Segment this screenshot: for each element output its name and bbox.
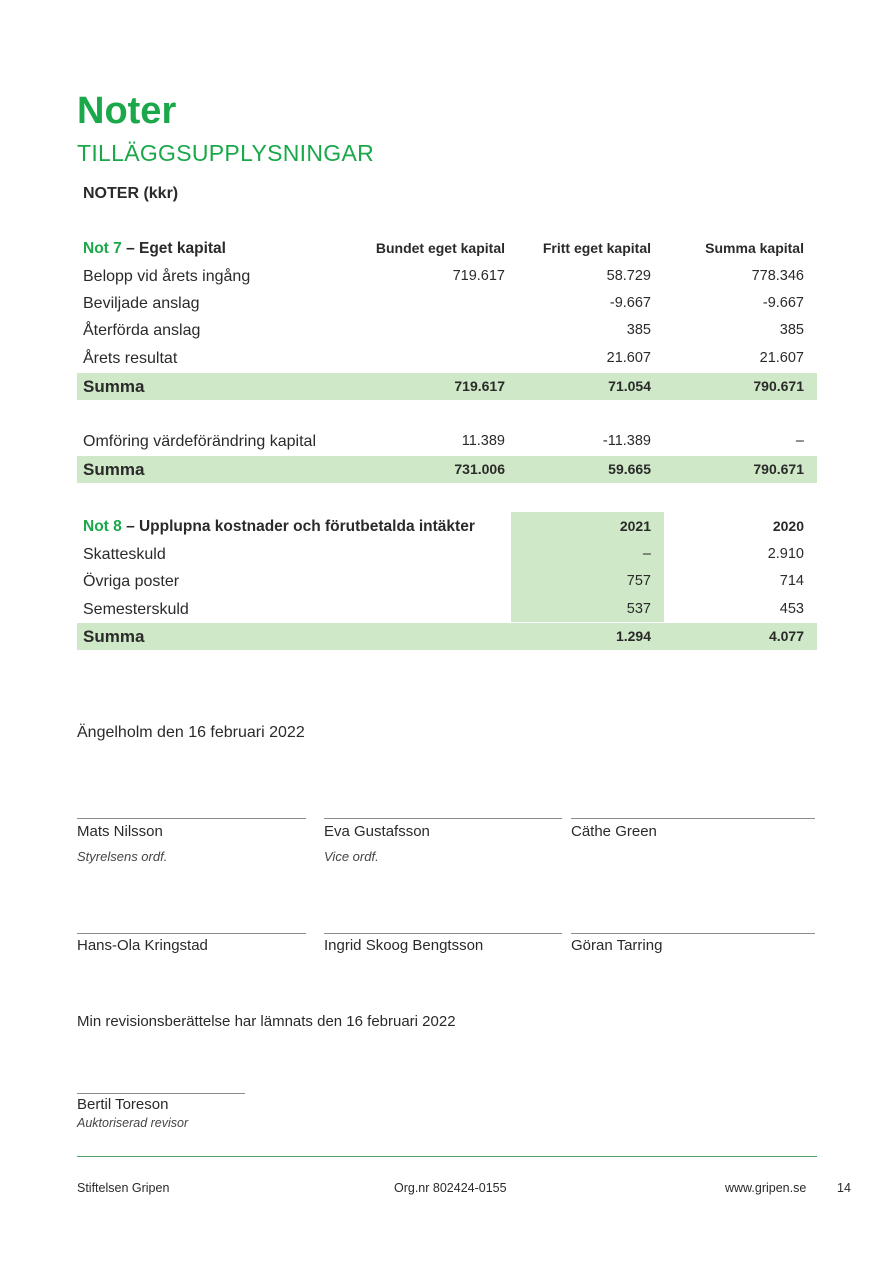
table-row bbox=[77, 596, 817, 623]
signature-line bbox=[571, 818, 815, 819]
sum-value-bundet: 719.617 bbox=[454, 378, 505, 394]
signature-line bbox=[571, 933, 815, 934]
signatory-role: Styrelsens ordf. bbox=[77, 849, 168, 864]
row-label: Skatteskuld bbox=[83, 546, 166, 563]
row-label: Omföring värdeförändring kapital bbox=[83, 433, 317, 450]
auditor-name: Bertil Toreson bbox=[77, 1096, 169, 1113]
note8-title-text: – Upplupna kostnader och förutbetalda intäkter bbox=[126, 518, 475, 535]
footer-website[interactable]: www.gripen.se bbox=[725, 1181, 807, 1195]
sum-label: Summa bbox=[83, 627, 145, 646]
signatory-name: Eva Gustafsson bbox=[324, 823, 430, 840]
signature-line bbox=[324, 818, 562, 819]
signatory-name: Göran Tarring bbox=[571, 937, 663, 954]
sum-row bbox=[77, 373, 817, 400]
row-value-summa: 385 bbox=[779, 322, 804, 338]
row-value-2020: 714 bbox=[779, 573, 804, 589]
row-label: Beviljade anslag bbox=[83, 295, 200, 312]
row-value-2021: 757 bbox=[626, 573, 651, 589]
signature-line bbox=[324, 933, 562, 934]
page-number: 14 bbox=[837, 1181, 851, 1195]
place-date: Ängelholm den 16 februari 2022 bbox=[77, 724, 305, 741]
row-label: Årets resultat bbox=[83, 350, 178, 367]
row-value-bundet: 719.617 bbox=[452, 268, 505, 284]
row-value-2021: – bbox=[642, 546, 651, 562]
auditor-statement: Min revisionsberättelse har lämnats den 16 februari 2022 bbox=[77, 1013, 456, 1030]
note7-header-row bbox=[77, 235, 817, 262]
signatory-role: Vice ordf. bbox=[324, 849, 379, 864]
row-value-fritt: 385 bbox=[626, 322, 651, 338]
note7-number: Not 7 bbox=[83, 240, 122, 257]
sum-value-summa: 790.671 bbox=[753, 378, 804, 394]
sum-row bbox=[77, 623, 817, 650]
note8-header-row bbox=[77, 513, 817, 540]
note7-title bbox=[83, 235, 226, 262]
signatory-name: Mats Nilsson bbox=[77, 823, 163, 840]
sum-label: Summa bbox=[83, 377, 145, 396]
row-value-summa: 21.607 bbox=[759, 350, 804, 366]
footer-divider bbox=[77, 1156, 817, 1157]
table-row bbox=[77, 263, 817, 290]
row-value-bundet: 11.389 bbox=[461, 433, 505, 449]
row-label: Belopp vid årets ingång bbox=[83, 268, 251, 285]
row-value-fritt: 58.729 bbox=[606, 268, 651, 284]
sum-value-fritt: 59.665 bbox=[608, 461, 651, 477]
signature-line bbox=[77, 818, 306, 819]
page-title: Noter bbox=[77, 90, 177, 132]
table-row bbox=[77, 541, 817, 568]
note7-col-bundet: Bundet eget kapital bbox=[375, 240, 505, 256]
row-value-fritt: 21.607 bbox=[606, 350, 651, 366]
notes-label: NOTER (kkr) bbox=[83, 185, 179, 202]
sum-row bbox=[77, 456, 817, 483]
note7-col-fritt: Fritt eget kapital bbox=[542, 240, 651, 256]
note7-col-summa: Summa kapital bbox=[705, 240, 804, 256]
note7-title-text: – Eget kapital bbox=[126, 240, 226, 257]
sum-value-fritt: 71.054 bbox=[608, 378, 651, 394]
row-label: Återförda anslag bbox=[83, 322, 201, 339]
row-value-2020: 2.910 bbox=[767, 546, 804, 562]
row-value-summa: 778.346 bbox=[751, 268, 804, 284]
table-row bbox=[77, 428, 817, 455]
table-row bbox=[77, 317, 817, 344]
auditor-role: Auktoriserad revisor bbox=[77, 1116, 189, 1130]
table-row bbox=[77, 345, 817, 372]
note8-col-2021: 2021 bbox=[619, 518, 651, 534]
sum-label: Summa bbox=[83, 460, 145, 479]
signature-line bbox=[77, 933, 306, 934]
table-row bbox=[77, 290, 817, 317]
note8-title bbox=[83, 513, 475, 540]
row-value-summa: -9.667 bbox=[762, 295, 804, 311]
footer-org: Stiftelsen Gripen bbox=[77, 1181, 170, 1195]
row-value-fritt: -9.667 bbox=[609, 295, 651, 311]
signatory-name: Cäthe Green bbox=[571, 823, 657, 840]
footer-orgnr: Org.nr 802424-0155 bbox=[394, 1181, 507, 1195]
sum-value-2021: 1.294 bbox=[615, 628, 651, 644]
row-label: Semesterskuld bbox=[83, 601, 189, 618]
sum-value-2020: 4.077 bbox=[768, 628, 804, 644]
page-subtitle: TILLÄGGSUPPLYSNINGAR bbox=[77, 140, 374, 166]
row-value-2021: 537 bbox=[626, 601, 651, 617]
sum-value-summa: 790.671 bbox=[753, 461, 804, 477]
row-value-2020: 453 bbox=[779, 601, 804, 617]
signatory-name: Ingrid Skoog Bengtsson bbox=[324, 937, 484, 954]
table-row bbox=[77, 568, 817, 595]
row-value-fritt: -11.389 bbox=[602, 433, 651, 449]
sum-value-bundet: 731.006 bbox=[454, 461, 505, 477]
auditor-signature-line bbox=[77, 1093, 245, 1094]
row-label: Övriga poster bbox=[83, 573, 180, 590]
signatory-name: Hans-Ola Kringstad bbox=[77, 937, 208, 954]
note8-col-2020: 2020 bbox=[772, 518, 804, 534]
note8-number: Not 8 bbox=[83, 518, 122, 535]
row-value-summa: – bbox=[795, 433, 804, 449]
